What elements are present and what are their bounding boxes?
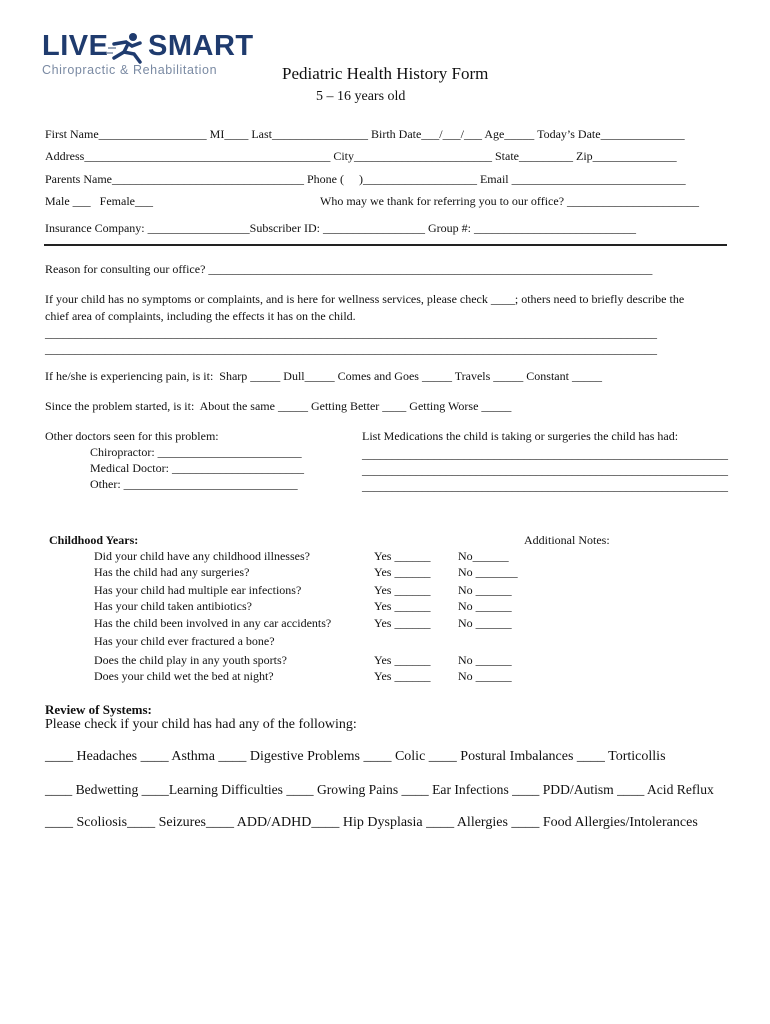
complaint-line-2[interactable]: ______________________________________________________________________________________________________ <box>45 342 657 356</box>
chiropractor-field[interactable]: Chiropractor: ________________________ <box>90 445 302 459</box>
question-text: Has your child ever fractured a bone? <box>94 634 275 648</box>
pain-type-line[interactable]: If he/she is experiencing pain, is it: Sharp _____ Dull_____ Comes and Goes _____ Travels _____ Constant _____ <box>45 369 602 383</box>
yes-field[interactable]: Yes ______ <box>374 565 431 579</box>
question-text: Does your child wet the bed at night? <box>94 669 274 683</box>
no-field[interactable]: No ______ <box>458 583 512 597</box>
yes-field[interactable]: Yes ______ <box>374 583 431 597</box>
logo-right-word: SMART <box>148 30 254 62</box>
no-field[interactable]: No _______ <box>458 565 518 579</box>
yes-field[interactable]: Yes ______ <box>374 599 431 613</box>
insurance-line[interactable]: Insurance Company: _________________Subscriber ID: _________________ Group #: ___________________________ <box>45 221 636 235</box>
parents-line[interactable]: Parents Name________________________________ Phone ( )___________________ Email _____________________________ <box>45 172 686 186</box>
reason-field[interactable]: Reason for consulting our office? __________________________________________________________________________ <box>45 262 653 276</box>
medication-line-2[interactable]: _____________________________________________________________ <box>362 463 728 477</box>
no-field[interactable]: No______ <box>458 549 509 563</box>
additional-notes-label: Additional Notes: <box>524 533 610 547</box>
no-field[interactable]: No ______ <box>458 599 512 613</box>
form-title: Pediatric Health History Form <box>282 64 489 83</box>
doctors-heading: Other doctors seen for this problem: <box>45 429 219 443</box>
conditions-row-3[interactable]: ____ Scoliosis____ Seizures____ ADD/ADHD____ Hip Dysplasia ____ Allergies ____ Food Allergies/Intolerances <box>45 815 698 830</box>
logo-left-word: LIVE <box>42 30 109 62</box>
review-heading: Review of Systems: <box>45 702 152 717</box>
question-text: Does the child play in any youth sports? <box>94 653 287 667</box>
wellness-text-2: chief area of complaints, including the effects it has on the child. <box>45 309 356 323</box>
no-field[interactable]: No ______ <box>458 669 512 683</box>
medication-line-3[interactable]: _____________________________________________________________ <box>362 479 728 493</box>
conditions-row-1[interactable]: ____ Headaches ____ Asthma ____ Digestive Problems ____ Colic ____ Postural Imbalances ____ Torticollis <box>45 749 666 764</box>
question-text: Has the child been involved in any car accidents? <box>94 616 332 630</box>
yes-field[interactable]: Yes ______ <box>374 653 431 667</box>
progress-line[interactable]: Since the problem started, is it: About the same _____ Getting Better ____ Getting Worse _____ <box>45 399 512 413</box>
logo <box>42 30 252 82</box>
review-instruction: Please check if your child has had any of the following: <box>45 717 357 732</box>
yes-field[interactable]: Yes ______ <box>374 616 431 630</box>
section-divider <box>44 244 727 246</box>
medications-heading: List Medications the child is taking or surgeries the child has had: <box>362 429 679 443</box>
question-text: Has the child had any surgeries? <box>94 565 250 579</box>
conditions-row-2[interactable]: ____ Bedwetting ____Learning Difficulties ____ Growing Pains ____ Ear Infections ____ PDD/Autism ____ Acid Reflux <box>45 782 714 797</box>
complaint-line-1[interactable]: ______________________________________________________________________________________________________ <box>45 326 657 340</box>
question-text: Has your child taken antibiotics? <box>94 599 252 613</box>
yes-field[interactable]: Yes ______ <box>374 669 431 683</box>
other-doctor-field[interactable]: Other: _____________________________ <box>90 477 298 491</box>
yes-field[interactable]: Yes ______ <box>374 549 431 563</box>
address-line[interactable]: Address_________________________________________ City_______________________ State_________ Zip______________ <box>45 149 677 163</box>
medication-line-1[interactable]: _____________________________________________________________ <box>362 447 728 461</box>
no-field[interactable]: No ______ <box>458 616 512 630</box>
runner-icon <box>106 32 148 64</box>
name-line[interactable]: First Name__________________ MI____ Last________________ Birth Date___/___/___ Age_____ Today’s Date______________ <box>45 127 685 141</box>
referral-field[interactable]: Who may we thank for referring you to our office? ______________________ <box>320 194 700 208</box>
childhood-heading: Childhood Years: <box>49 533 139 547</box>
no-field[interactable]: No ______ <box>458 653 512 667</box>
sex-field[interactable]: Male ___ Female___ <box>45 194 153 208</box>
logo-subtitle: Chiropractic & Rehabilitation <box>42 63 218 77</box>
wellness-text-1: If your child has no symptoms or complaints, and is here for wellness services, please check ____; others need to briefly describe the <box>45 292 685 306</box>
medical-doctor-field[interactable]: Medical Doctor: ______________________ <box>90 461 304 475</box>
question-text: Did your child have any childhood illnesses? <box>94 549 310 563</box>
question-text: Has your child had multiple ear infections? <box>94 583 302 597</box>
age-range: 5 – 16 years old <box>316 89 406 104</box>
